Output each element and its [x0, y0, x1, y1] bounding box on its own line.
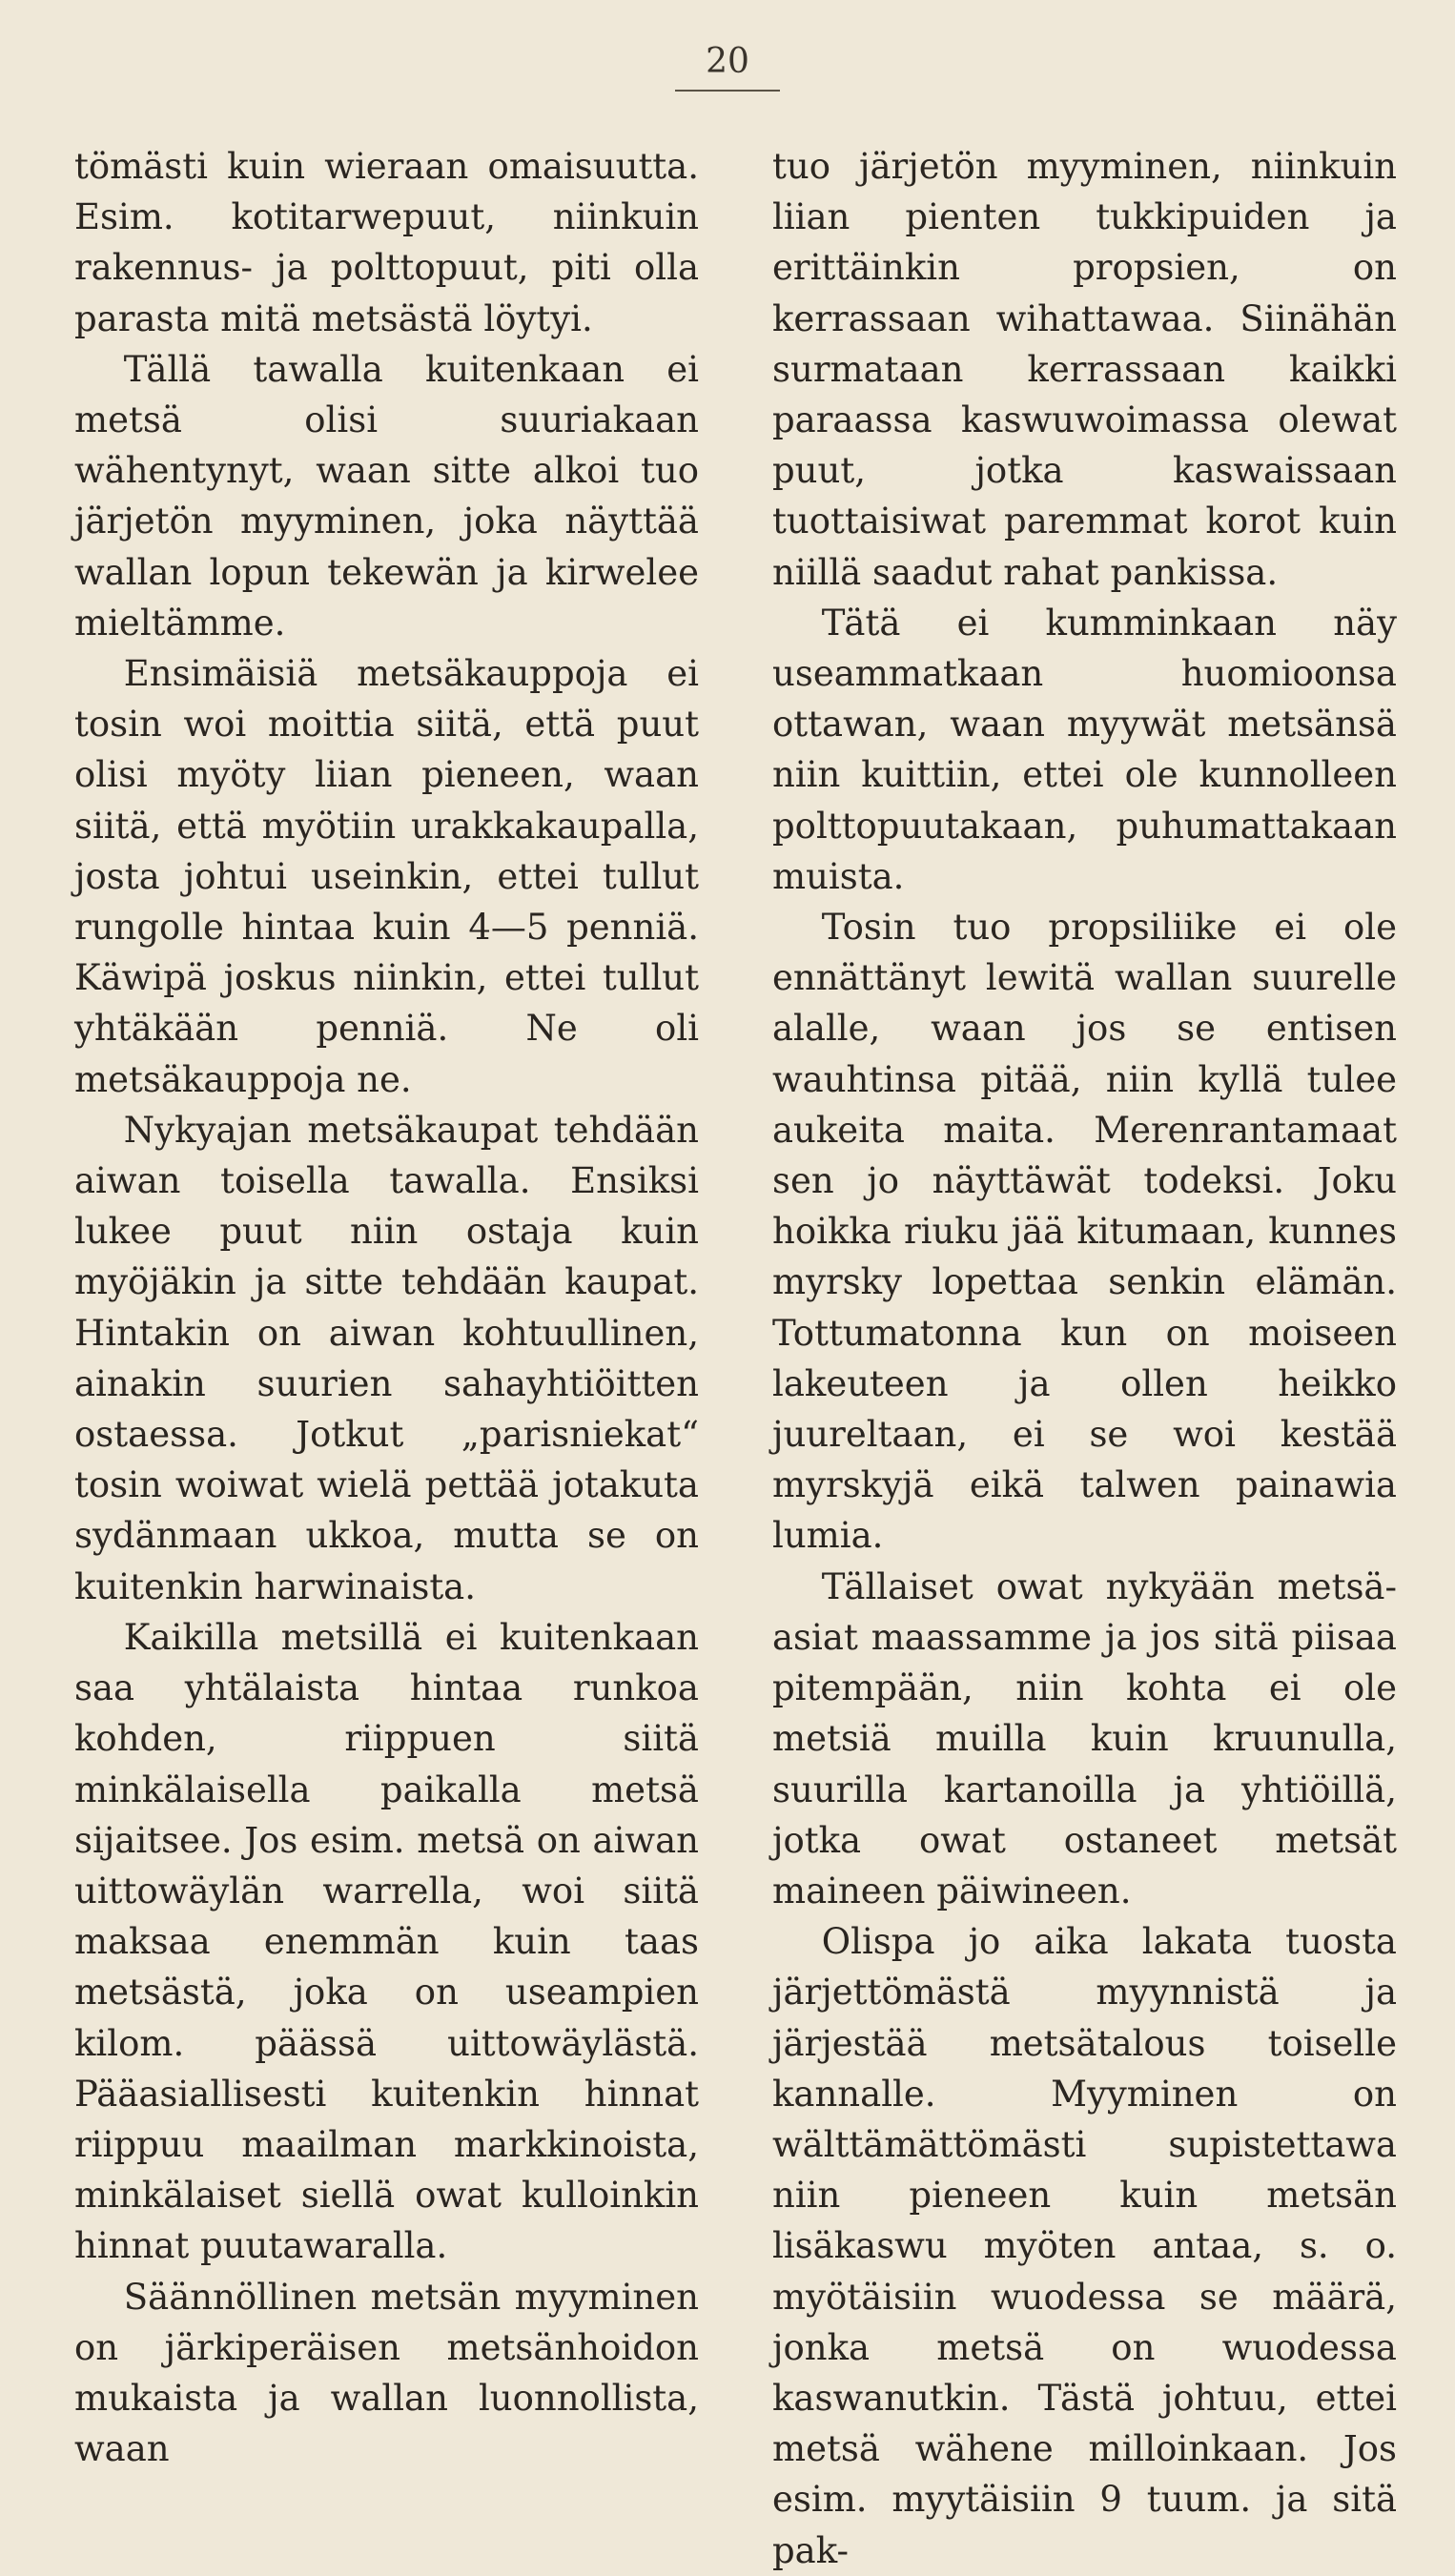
paragraph: Tällaiset owat nykyään metsä-asiat maassamme ja jos sitä piisaa pitempään, niin kohta ei ole metsiä muilla kuin kruunulla, suurilla kartanoilla ja yhtiöillä, jotka owat ostaneet metsät maineen päiwineen.	[772, 1565, 1397, 1912]
page-number: 20	[706, 42, 749, 81]
paragraph: Tällä tawalla kuitenkaan ei metsä olisi suuriakaan wähentynyt, waan sitte alkoi tuo järjetön myyminen, joka näyttää wallan lopun tekewän ja kirwelee mieltämme.	[74, 348, 699, 644]
paragraph: Tätä ei kumminkaan näy useammatkaan huomioonsa ottawan, waan myywät metsänsä niin kuittiin, ettei ole kunnolleen polttopuutakaan, puhumattakaan muista.	[772, 602, 1397, 897]
paragraph: tuo järjetön myyminen, niinkuin liian pienten tukkipuiden ja erittäinkin propsien, on kerrassaan wihattawaa. Siinähän surmataan kerrassaan kaikki paraassa kaswuwoimassa olewat puut, jotka kaswaissaan tuottaisiwat paremmat korot kuin niillä saadut rahat pankissa.	[772, 146, 1397, 593]
header-rule	[675, 90, 780, 92]
paragraph: Olispa jo aika lakata tuosta järjettömästä myynnistä ja järjestää metsätalous toiselle kannalle. Myyminen on wälttämättömästi supistettawa niin pieneen kuin metsän lisäkaswu myöten antaa, s. o. myötäisiin wuodessa se määrä, jonka metsä on wuodessa kaswanutkin. Tästä johtuu, ettei metsä wähene milloinkaan. Jos esim. myytäisiin 9 tuum. ja sitä pak-	[772, 1921, 1397, 2571]
paragraph: Tosin tuo propsiliike ei ole ennättänyt lewitä wallan suurelle alalle, waan jos se entisen wauhtinsa pitää, niin kyllä tulee aukeita maita. Merenrantamaat sen jo näyttäwät todeksi. Joku hoikka riuku jää kitumaan, kunnes myrsky lopettaa senkin elämän. Tottumatonna kun on moiseen lakeuteen ja ollen heikko juureltaan, ei se woi kestää myrskyjä eikä talwen painawia lumia.	[772, 907, 1397, 1557]
paragraph: tömästi kuin wieraan omaisuutta. Esim. kotitarwepuut, niinkuin rakennus- ja polttopuut, piti olla parasta mitä metsästä löytyi.	[74, 146, 699, 339]
paragraph: Kaikilla metsillä ei kuitenkaan saa yhtälaista hintaa runkoa kohden, riippuen siitä minkälaisella paikalla metsä sijaitsee. Jos esim. metsä on aiwan uittowäylän warrella, woi siitä maksaa enemmän kuin taas metsästä, joka on useampien kilom. päässä uittowäylästä. Pääasiallisesti kuitenkin hinnat riippuu maailman markkinoista, minkälaiset siellä owat kulloinkin hinnat puutawaralla.	[74, 1616, 699, 2267]
left-column	[74, 141, 699, 2474]
paragraph: Nykyajan metsäkaupat tehdään aiwan toisella tawalla. Ensiksi lukee puut niin ostaja kuin myöjäkin ja sitte tehdään kaupat. Hintakin on aiwan kohtuullinen, ainakin suurien sahayhtiöitten ostaessa. Jotkut „parisniekat“ tosin woiwat wielä pettää jotakuta sydänmaan ukkoa, mutta se on kuitenkin harwinaista.	[74, 1109, 699, 1607]
paragraph: Säännöllinen metsän myyminen on järkiperäisen metsänhoidon mukaista ja wallan luonnollista, waan	[74, 2276, 699, 2470]
right-column	[772, 141, 1397, 2576]
paragraph: Ensimäisiä metsäkauppoja ei tosin woi moittia siitä, että puut olisi myöty liian pieneen, waan siitä, että myötiin urakkakaupalla, josta johtui useinkin, ettei tullut rungolle hintaa kuin 4—5 penniä. Käwipä joskus niinkin, ettei tullut yhtäkään penniä. Ne oli metsäkauppoja ne.	[74, 653, 699, 1100]
